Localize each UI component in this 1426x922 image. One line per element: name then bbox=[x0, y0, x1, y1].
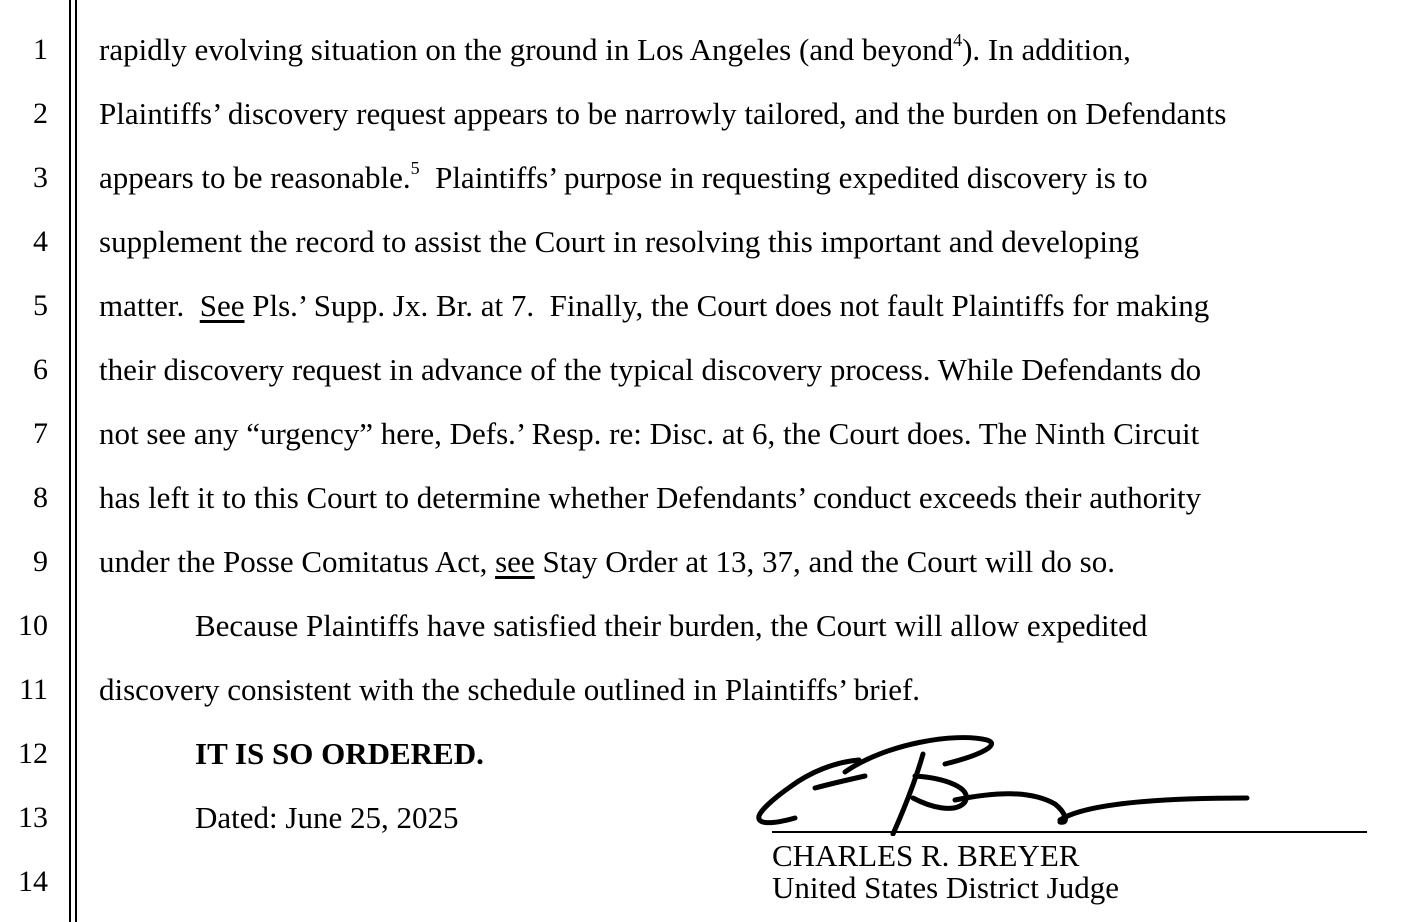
signature-line bbox=[772, 831, 1367, 833]
order-heading: IT IS SO ORDERED. bbox=[195, 736, 484, 771]
citation-signal-see: See bbox=[199, 288, 245, 323]
footnote-ref: 5 bbox=[410, 158, 420, 178]
margin-rule-outer bbox=[69, 0, 71, 922]
footnote-ref: 4 bbox=[953, 30, 963, 50]
body-line-10: Because Plaintiffs have satisfied their burden, the Court will allow expedited bbox=[195, 608, 1148, 643]
line-number: 6 bbox=[33, 353, 48, 386]
line-number: 1 bbox=[33, 33, 48, 66]
body-line-2: Plaintiffs’ discovery request appears to be narrowly tailored, and the burden on Defendants bbox=[99, 96, 1227, 131]
body-text: rapidly evolving situation on the ground in Los Angeles (and beyond bbox=[99, 32, 954, 67]
line-number: 2 bbox=[33, 97, 48, 130]
handwritten-signature bbox=[755, 732, 1255, 836]
body-text: matter. bbox=[99, 288, 200, 323]
line-number: 13 bbox=[18, 801, 48, 834]
body-text: Stay Order at 13, 37, and the Court will do so. bbox=[534, 544, 1115, 579]
line-number: 8 bbox=[33, 481, 48, 514]
citation-signal-see: see bbox=[495, 544, 535, 579]
body-text: ). In addition, bbox=[962, 32, 1131, 67]
line-number: 5 bbox=[33, 289, 48, 322]
line-number: 12 bbox=[18, 737, 48, 770]
signer-name: CHARLES R. BREYER bbox=[772, 838, 1080, 873]
body-line-7: not see any “urgency” here, Defs.’ Resp. re: Disc. at 6, the Court does. The Ninth Circuit bbox=[99, 416, 1200, 451]
body-text: appears to be reasonable. bbox=[99, 160, 411, 195]
line-number: 7 bbox=[33, 417, 48, 450]
line-number: 4 bbox=[33, 225, 48, 258]
body-text: under the Posse Comitatus Act, bbox=[99, 544, 496, 579]
margin-rule-inner bbox=[75, 0, 77, 922]
dated-line: Dated: June 25, 2025 bbox=[195, 800, 459, 835]
line-number: 14 bbox=[18, 865, 48, 898]
body-line-3 bbox=[99, 158, 1148, 195]
body-text: Pls.’ Supp. Jx. Br. at 7. Finally, the Court does not fault Plaintiffs for making bbox=[244, 288, 1210, 323]
body-line-1 bbox=[99, 30, 1131, 67]
body-line-5 bbox=[99, 290, 1209, 321]
signer-title: United States District Judge bbox=[772, 870, 1119, 905]
body-line-8: has left it to this Court to determine whether Defendants’ conduct exceeds their authority bbox=[99, 480, 1202, 515]
body-line-9 bbox=[99, 546, 1115, 577]
body-text: Plaintiffs’ purpose in requesting expedited discovery is to bbox=[419, 160, 1148, 195]
line-number: 11 bbox=[19, 673, 48, 706]
body-line-6: their discovery request in advance of the typical discovery process. While Defendants do bbox=[99, 352, 1202, 387]
line-number: 9 bbox=[33, 545, 48, 578]
line-number: 10 bbox=[18, 609, 48, 642]
body-line-11: discovery consistent with the schedule outlined in Plaintiffs’ brief. bbox=[99, 672, 921, 707]
body-line-4: supplement the record to assist the Court in resolving this important and developing bbox=[99, 224, 1140, 259]
line-number: 3 bbox=[33, 161, 48, 194]
